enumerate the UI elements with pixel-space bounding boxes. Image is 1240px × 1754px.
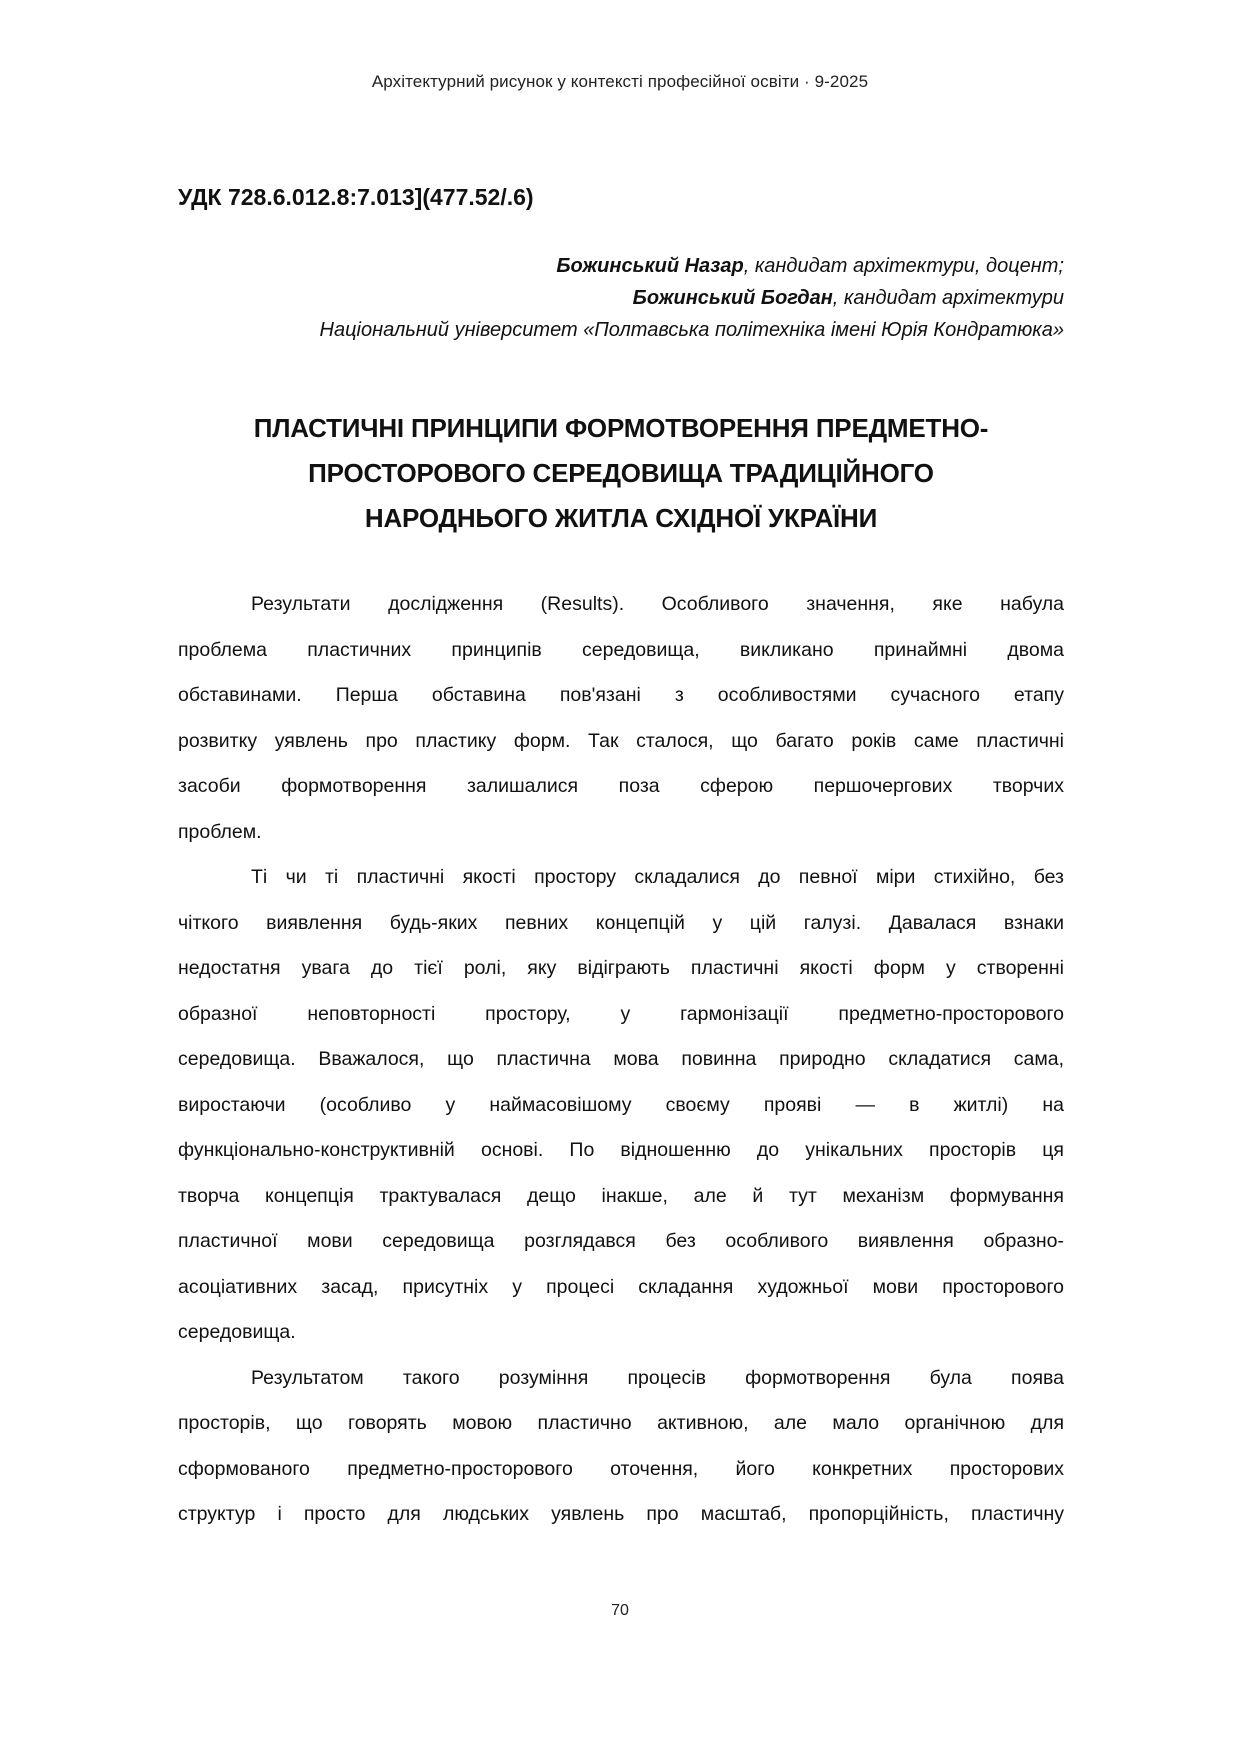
title-line: ПРОСТОРОВОГО СЕРЕДОВИЩА ТРАДИЦІЙНОГО bbox=[308, 458, 934, 488]
text-line: розвитку уявлень про пластику форм. Так сталося, що багато років саме пластичні bbox=[178, 729, 1064, 752]
text-line: засоби формотворення залишалися поза сферою першочергових творчих bbox=[178, 775, 1064, 797]
text-line: структур і просто для людських уявлень про масштаб, пропорційність, пластичну bbox=[178, 1503, 1064, 1525]
text-line: недостатня увага до тієї ролі, яку відіграють пластичні якості форм у створенні bbox=[178, 957, 1064, 979]
text-line: просторів, що говорять мовою пластично активною, але мало органічною для bbox=[178, 1412, 1064, 1434]
author-details: , кандидат архітектури bbox=[832, 287, 1064, 309]
page-number: 70 bbox=[611, 1602, 629, 1619]
running-header: Архітектурний рисунок у контексті професійної освіти · 9-2025 bbox=[371, 72, 869, 91]
affiliation: Національний університет «Полтавська політехніка імені Юрія Кондратюка» bbox=[319, 319, 1064, 341]
text-line: середовища. Вважалося, що пластична мова повинна природно складатися сама, bbox=[178, 1048, 1064, 1070]
text-line: Результати дослідження (Results). Особливого значення, яке набула bbox=[251, 593, 1064, 615]
text-line: образної неповторності простору, у гармонізації предметно-просторового bbox=[178, 1002, 1064, 1025]
article-body bbox=[178, 590, 1064, 1546]
author-name: Божинський Богдан bbox=[632, 287, 833, 309]
text-line: Ті чи ті пластичні якості простору складалися до певної міри стихійно, без bbox=[251, 866, 1064, 888]
author-line-2 bbox=[320, 282, 1064, 314]
text-line: проблема пластичних принципів середовища, викликано принаймні двома bbox=[178, 638, 1064, 661]
text-line: обставинами. Перша обставина пов'язані з особливостями сучасного етапу bbox=[178, 684, 1064, 706]
text-line: функціонально-конструктивній основі. По відношенню до унікальних просторів ця bbox=[178, 1139, 1064, 1161]
text-line: творча концепція трактувалася дещо інакше, але й тут механізм формування bbox=[178, 1184, 1064, 1207]
author-name: Божинський Назар bbox=[556, 255, 744, 277]
author-details: , кандидат архітектури, доцент; bbox=[743, 255, 1064, 277]
title-line: НАРОДНЬОГО ЖИТЛА СХІДНОЇ УКРАЇНИ bbox=[364, 503, 878, 533]
text-line: виростаючи (особливо у наймасовішому своєму прояві — в житлі) на bbox=[178, 1093, 1064, 1116]
paragraph-2 bbox=[178, 863, 1064, 1364]
author-line-1 bbox=[320, 250, 1064, 282]
author-block bbox=[320, 250, 1064, 346]
title-line: ПЛАСТИЧНІ ПРИНЦИПИ ФОРМОТВОРЕННЯ ПРЕДМЕТНО- bbox=[253, 413, 989, 443]
paragraph-1 bbox=[178, 590, 1064, 863]
text-line: асоціативних засад, присутніх у процесі складання художньої мови просторового bbox=[178, 1275, 1064, 1298]
text-line: пластичної мови середовища розглядався без особливого виявлення образно- bbox=[178, 1230, 1064, 1252]
text-line: Результатом такого розуміння процесів формотворення була поява bbox=[251, 1366, 1064, 1389]
text-line: сформованого предметно-просторового оточення, його конкретних просторових bbox=[178, 1457, 1064, 1480]
paragraph-3 bbox=[178, 1364, 1064, 1546]
article-title bbox=[178, 406, 1064, 541]
text-line: чіткого виявлення будь-яких певних концепцій у цій галузі. Давалася взнаки bbox=[178, 911, 1064, 934]
text-line: середовища. bbox=[178, 1321, 296, 1343]
udc-code: УДК 728.6.012.8:7.013](477.52/.6) bbox=[178, 184, 534, 210]
text-line: проблем. bbox=[178, 820, 262, 843]
